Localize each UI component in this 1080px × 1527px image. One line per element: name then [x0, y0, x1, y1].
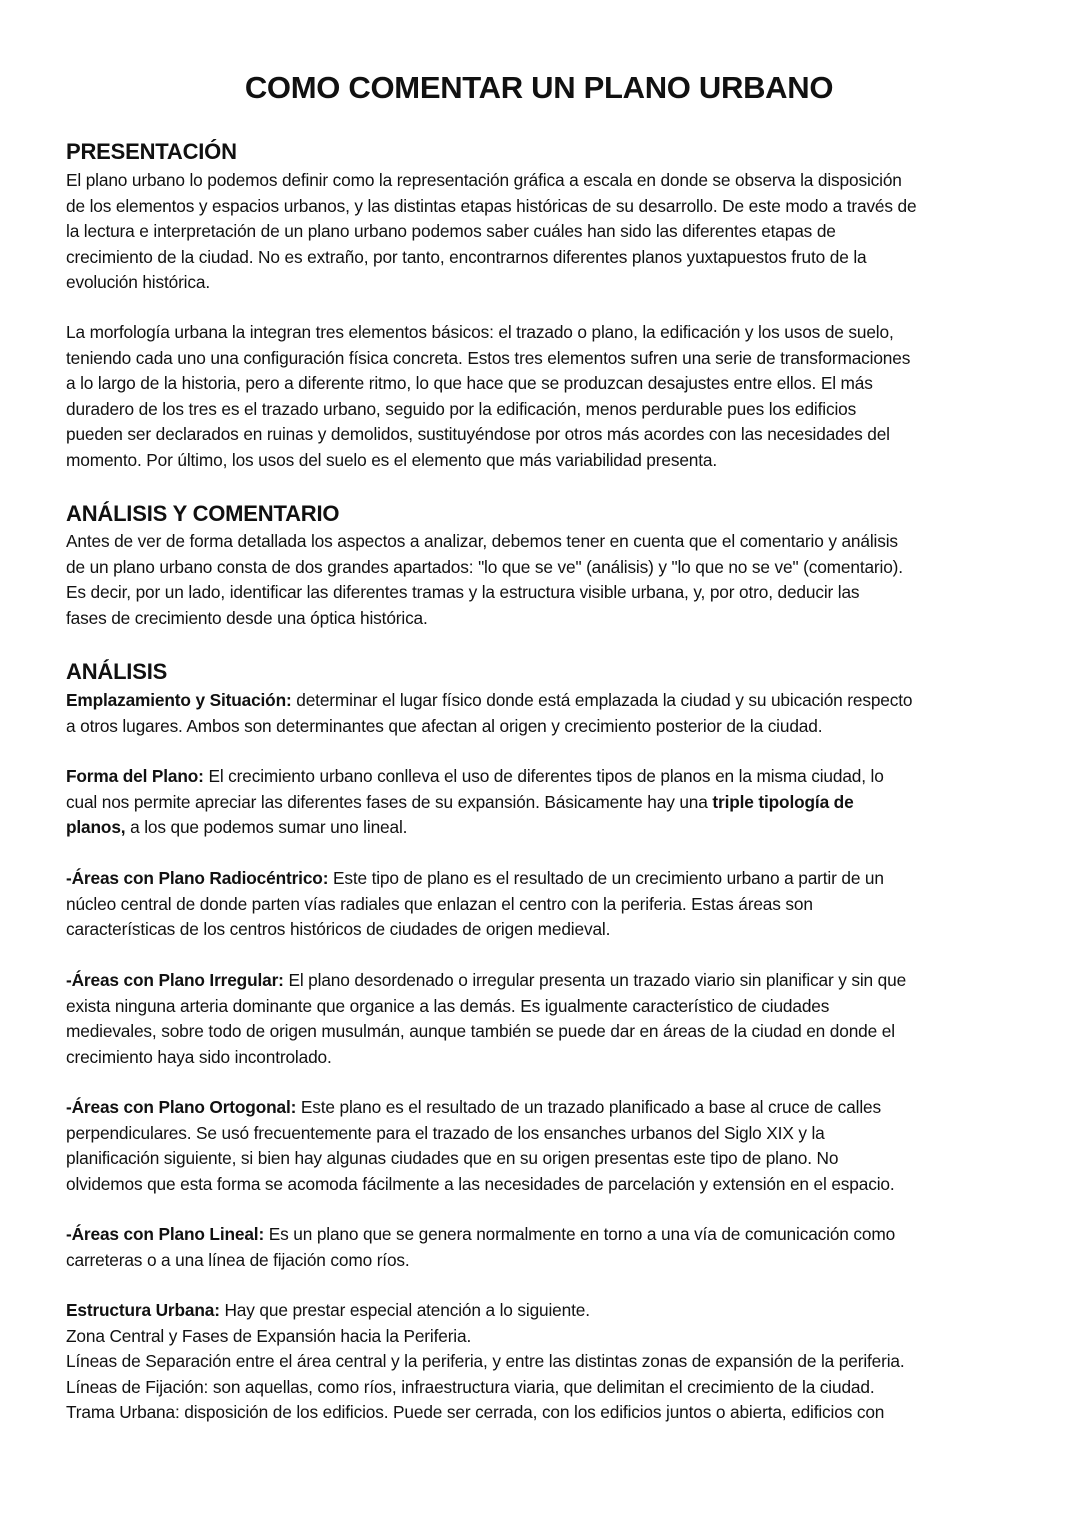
text-line: exista ninguna arteria dominante que organice a las demás. Es igualmente característico de ciudades: [66, 995, 830, 1016]
text-line: la lectura e interpretación de un plano urbano podemos saber cuáles han sido las diferentes etapas de: [66, 221, 836, 241]
analisis-comentario-paragraph: [66, 529, 1021, 631]
text-line: de los elementos y espacios urbanos, y las distintas etapas históricas de su desarrollo. De este modo a través de: [66, 195, 917, 216]
text-fragment: cual nos permite apreciar las diferentes fases de su expansión. Básicamente hay una: [66, 791, 713, 812]
text-line: pueden ser declarados en ruinas y demolidos, sustituyéndose por otros más acordes con las necesidades del: [66, 424, 890, 444]
term-label: Estructura Urbana:: [66, 1300, 220, 1320]
text-line: Líneas de Fijación: son aquellas, como ríos, infraestructura viaria, que delimitan el crecimiento de la ciudad.: [66, 1376, 875, 1397]
text-fragment: Hay que prestar especial atención a lo siguiente.: [219, 1300, 590, 1320]
section-heading-presentacion: PRESENTACIÓN: [66, 139, 237, 164]
ortogonal-paragraph: [66, 1095, 1021, 1197]
text-line: El plano urbano lo podemos definir como la representación gráfica a escala en donde se observa la disposición: [66, 170, 902, 190]
text-line: fases de crecimiento desde una óptica histórica.: [66, 607, 428, 628]
text-line: núcleo central de donde parten vías radiales que enlazan el centro con la periferia. Estas áreas son: [66, 893, 813, 914]
text-fragment: El crecimiento urbano conlleva el uso de diferentes tipos de planos en la misma ciudad, lo: [203, 766, 884, 786]
radiocentrico-paragraph: [66, 866, 1021, 943]
text-line: duradero de los tres es el trazado urbano, seguido por la edificación, menos perdurable pues los edificios: [66, 398, 857, 419]
irregular-paragraph: [66, 968, 1021, 1070]
term-label: Forma del Plano:: [66, 766, 204, 786]
presentacion-paragraph-1: [66, 168, 1021, 296]
lineal-paragraph: [66, 1222, 1021, 1273]
forma-plano-paragraph: [66, 764, 1021, 841]
text-line: Antes de ver de forma detallada los aspectos a analizar, debemos tener en cuenta que el comentario y análisis: [66, 531, 898, 551]
text-line: [66, 688, 1021, 714]
text-line: carreteras o a una línea de fijación como ríos.: [66, 1249, 410, 1270]
section-heading-analisis-comentario: ANÁLISIS Y COMENTARIO: [66, 501, 340, 526]
emphasis-text: triple tipología de: [712, 791, 854, 812]
text-line: planificación siguiente, si bien hay algunas ciudades que en su origen presentas este tipo de plano. No: [66, 1148, 839, 1168]
text-line: a otros lugares. Ambos son determinantes que afectan al origen y crecimiento posterior de la ciudad.: [66, 715, 823, 736]
text-line: perpendiculares. Se usó frecuentemente para el trazado de los ensanches urbanos del Siglo XIX y la: [66, 1122, 825, 1143]
text-line: crecimiento haya sido incontrolado.: [66, 1046, 332, 1067]
text-line: [66, 1298, 1021, 1324]
text-fragment: determinar el lugar físico donde está emplazada la ciudad y su ubicación respecto: [291, 690, 913, 710]
text-fragment: El plano desordenado o irregular presenta un trazado viario sin planificar y sin que: [283, 970, 907, 990]
term-label: -Áreas con Plano Irregular:: [66, 970, 284, 990]
presentacion-paragraph-2: [66, 320, 1021, 473]
text-line: [66, 790, 1021, 816]
text-line: [66, 764, 1021, 790]
text-line: medievales, sobre todo de origen musulmán, aunque también se puede dar en áreas de la ciudad en donde el: [66, 1021, 895, 1041]
text-fragment: Este tipo de plano es el resultado de un crecimiento urbano a partir de un: [328, 868, 884, 888]
emphasis-text: planos,: [66, 817, 126, 837]
text-line: [66, 1222, 1021, 1248]
text-line: a lo largo de la historia, pero a diferente ritmo, lo que hace que se produzcan desajustes entre ellos. El más: [66, 373, 873, 393]
text-line: Es decir, por un lado, identificar las diferentes tramas y la estructura visible urbana, y, por otro, deducir las: [66, 582, 860, 602]
term-label: -Áreas con Plano Ortogonal:: [66, 1097, 297, 1117]
text-line: momento. Por último, los usos del suelo es el elemento que más variabilidad presenta.: [66, 449, 718, 470]
text-fragment: Es un plano que se genera normalmente en torno a una vía de comunicación como: [264, 1224, 896, 1244]
text-fragment: a los que podemos sumar uno lineal.: [125, 817, 408, 837]
emplazamiento-paragraph: [66, 688, 1021, 739]
text-line: teniendo cada uno una configuración física concreta. Estos tres elementos sufren una serie de transformaciones: [66, 347, 911, 368]
text-line: de un plano urbano consta de dos grandes apartados: "lo que se ve" (análisis) y "lo que no se ve" (comentario).: [66, 556, 903, 577]
term-label: -Áreas con Plano Lineal:: [66, 1224, 265, 1244]
term-label: Emplazamiento y Situación:: [66, 690, 292, 710]
text-line: [66, 815, 1021, 841]
text-line: [66, 866, 1021, 892]
text-line: olvidemos que esta forma se acomoda fácilmente a las necesidades de parcelación y extensión en el espacio.: [66, 1173, 895, 1194]
text-line: La morfología urbana la integran tres elementos básicos: el trazado o plano, la edificación y los usos de suelo,: [66, 322, 894, 342]
text-line: Líneas de Separación entre el área central y la periferia, y entre las distintas zonas de expansión de la periferia.: [66, 1351, 905, 1371]
estructura-urbana-paragraph: [66, 1298, 1021, 1426]
text-line: Zona Central y Fases de Expansión hacia la Periferia.: [66, 1325, 472, 1346]
text-line: crecimiento de la ciudad. No es extraño, por tanto, encontrarnos diferentes planos yuxtapuestos fruto de la: [66, 246, 867, 267]
text-line: evolución histórica.: [66, 272, 210, 292]
section-heading-analisis: ANÁLISIS: [66, 659, 168, 684]
text-line: Trama Urbana: disposición de los edificios. Puede ser cerrada, con los edificios juntos o abierta, edificios con: [66, 1402, 885, 1422]
text-line: características de los centros históricos de ciudades de origen medieval.: [66, 919, 611, 939]
term-label: -Áreas con Plano Radiocéntrico:: [66, 868, 329, 888]
text-line: [66, 1095, 1021, 1121]
text-fragment: Este plano es el resultado de un trazado planificado a base al cruce de calles: [296, 1097, 881, 1117]
text-line: [66, 968, 1021, 994]
document-title: COMO COMENTAR UN PLANO URBANO: [244, 70, 834, 105]
